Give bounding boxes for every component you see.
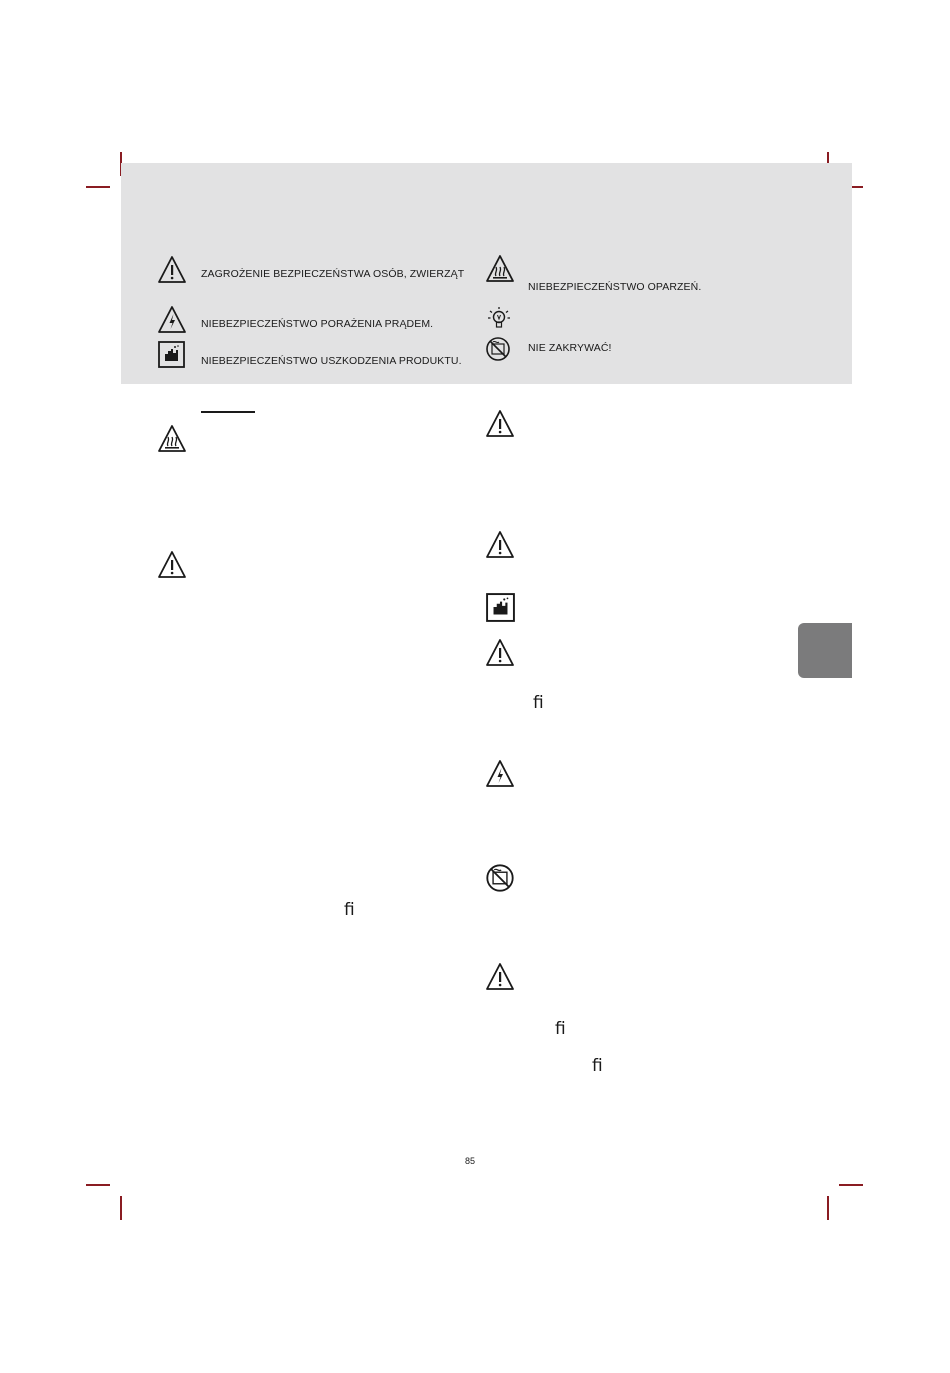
lightbulb-icon (486, 306, 512, 332)
section-tab (798, 623, 852, 678)
warning-triangle-icon (485, 962, 515, 992)
ligature-glyph: ﬁ (592, 1056, 603, 1076)
electric-shock-icon (485, 759, 515, 789)
product-damage-icon (158, 341, 185, 368)
warning-triangle-icon (485, 409, 515, 439)
crop-mark (120, 1196, 122, 1220)
warning-triangle-icon (157, 550, 187, 580)
legend-burn-hazard: NIEBEZPIECZEŃSTWO OPARZEŃ. (528, 281, 702, 293)
warning-triangle-icon (485, 530, 515, 560)
hot-surface-icon (157, 424, 187, 454)
legend-product-damage: NIEBEZPIECZEŃSTWO USZKODZENIA PRODUKTU. (201, 355, 462, 367)
electric-shock-icon (157, 305, 187, 335)
ligature-glyph: ﬁ (533, 693, 544, 713)
product-damage-icon (486, 593, 515, 622)
do-not-cover-icon (485, 336, 511, 362)
crop-mark (86, 186, 110, 188)
page-number: 85 (465, 1156, 476, 1166)
legend-person-hazard: ZAGROŻENIE BEZPIECZEŃSTWA OSÓB, ZWIERZĄT (201, 268, 465, 280)
ligature-glyph: ﬁ (344, 900, 355, 920)
legend-do-not-cover: NIE ZAKRYWAĆ! (528, 342, 612, 354)
crop-mark (839, 1184, 863, 1186)
warning-triangle-icon (157, 255, 187, 285)
ligature-glyph: ﬁ (555, 1019, 566, 1039)
crop-mark (86, 1184, 110, 1186)
heading-underline (201, 411, 255, 413)
crop-mark (827, 1196, 829, 1220)
warning-triangle-icon (485, 638, 515, 668)
hot-surface-icon (485, 254, 515, 284)
do-not-cover-icon (485, 863, 515, 893)
legend-electric-shock: NIEBEZPIECZEŃSTWO PORAŻENIA PRĄDEM. (201, 318, 434, 330)
